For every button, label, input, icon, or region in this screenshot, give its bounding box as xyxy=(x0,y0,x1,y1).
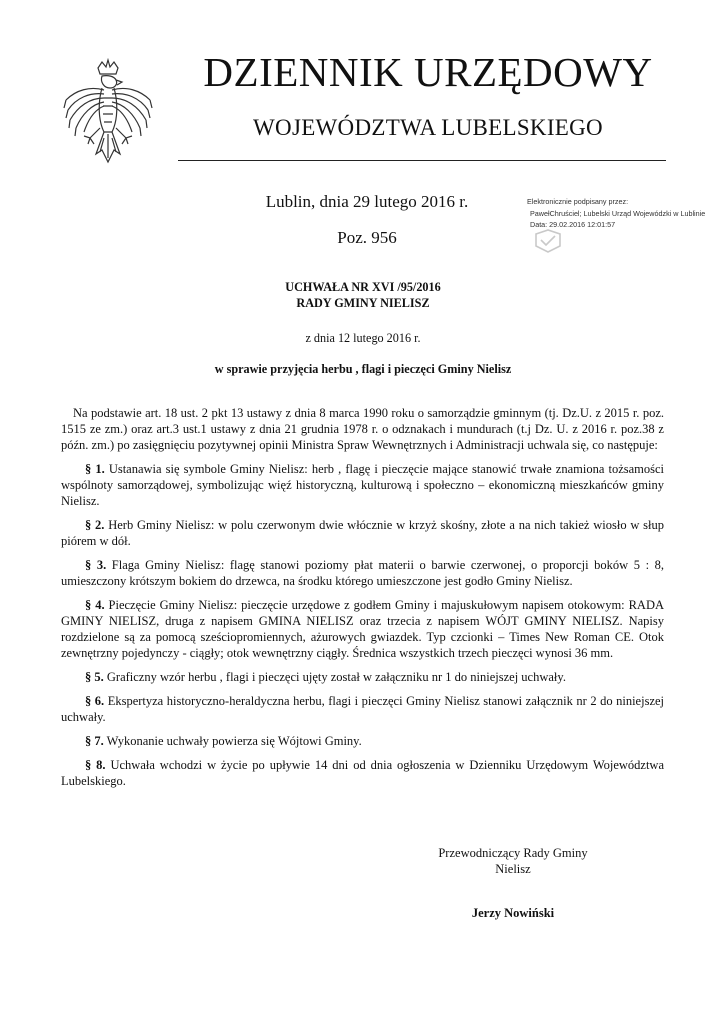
section-text: Graficzny wzór herbu , flagi i pieczęci ujęty został w załączniku nr 1 do niniejszej uchwały. xyxy=(106,670,566,684)
section-text: Flaga Gminy Nielisz: flagę stanowi poziomy płat materii o barwie czerwonej, o proporcji boków 5 : 8, umieszczony krótszym bokiem do drzewca, na środku którego umieszczone jest godło Gminy Nielisz. xyxy=(61,558,665,588)
journal-subtitle: WOJEWÓDZTWA LUBELSKIEGO xyxy=(253,115,603,140)
section-6 xyxy=(61,693,664,725)
section-2 xyxy=(61,517,664,549)
signature-label: Elektronicznie podpisany przez: xyxy=(527,197,629,206)
resolution-title xyxy=(180,279,546,311)
position-number: Poz. 956 xyxy=(337,228,397,247)
journal-title: DZIENNIK URZĘDOWY xyxy=(203,49,653,95)
polish-eagle-icon xyxy=(60,58,156,166)
section-3 xyxy=(61,557,664,589)
section-number: § 5. xyxy=(85,670,104,684)
section-number: § 2. xyxy=(85,518,105,532)
electronic-signature[interactable] xyxy=(525,196,715,258)
section-text: Pieczęcie Gminy Nielisz: pieczęcie urzędowe z godłem Gminy i majuskułowym napisem otokowym: RADA GMINY NIELISZ, druga z napisem GMINA NIELISZ oraz trzecia z napisem WÓJT GMINY NIELISZ. Napisy rozdzielone są za pomocą sześciopromiennych, ażurowych gwiazdek. Typ czcionki – Times New Roman CE. Otok zewnętrzny pojedynczy - ciągły; otok wewnętrzny ciągły. Średnica wszystkich trzech pieczęci wynosi 36 mm. xyxy=(61,598,665,660)
resolution-number: UCHWAŁA NR XVI /95/2016 xyxy=(285,280,441,294)
signature-signer: PawełChruściel; Lubelski Urząd Wojewódzki w Lublinie xyxy=(530,209,706,218)
signature-date: Data: 29.02.2016 12:01:57 xyxy=(530,220,616,229)
signatory-role-line1: Przewodniczący Rady Gminy xyxy=(438,846,588,860)
section-text: Herb Gminy Nielisz: w polu czerwonym dwie włócznie w krzyż skośny, złote a na nich takież wiosło w słup piórem w dół. xyxy=(61,518,665,548)
section-1 xyxy=(61,461,664,509)
section-text: Ekspertyza historyczno-heraldyczna herbu, flagi i pieczęci Gminy Nielisz stanowi załącznik nr 2 do niniejszej uchwały. xyxy=(61,694,665,724)
publication-date: Lublin, dnia 29 lutego 2016 r. xyxy=(265,192,469,211)
signer-name: Jerzy Nowiński xyxy=(471,906,555,920)
section-number: § 4. xyxy=(85,598,105,612)
signatory-role-line2: Nielisz xyxy=(495,862,531,876)
signatory-role xyxy=(418,845,608,877)
resolution-council: RADY GMINY NIELISZ xyxy=(296,296,430,310)
section-number: § 8. xyxy=(85,758,106,772)
resolution-date: z dnia 12 lutego 2016 r. xyxy=(305,331,421,345)
masthead-divider xyxy=(178,160,666,161)
resolution-subject: w sprawie przyjęcia herbu , flagi i pieczęci Gminy Nielisz xyxy=(214,362,512,376)
section-text: Uchwała wchodzi w życie po upływie 14 dni od dnia ogłoszenia w Dzienniku Urzędowym Województwa Lubelskiego. xyxy=(61,758,665,788)
section-5 xyxy=(61,669,664,685)
section-number: § 1. xyxy=(85,462,105,476)
section-7 xyxy=(61,733,664,749)
section-8 xyxy=(61,757,664,789)
section-text: Ustanawia się symbole Gminy Nielisz: herb , flagę i pieczęcie mające stanowić trwałe znamiona tożsamości wspólnoty samorządowej, symbolizując więź historyczną, kulturową i społeczno – ekonomiczną mieszkańców gminy Nielisz. xyxy=(61,462,665,508)
section-number: § 7. xyxy=(85,734,104,748)
section-4 xyxy=(61,597,664,661)
section-number: § 3. xyxy=(85,558,107,572)
section-number: § 6. xyxy=(85,694,105,708)
section-text: Wykonanie uchwały powierza się Wójtowi Gminy. xyxy=(106,734,362,748)
preamble: Na podstawie art. 18 ust. 2 pkt 13 ustawy z dnia 8 marca 1990 roku o samorządzie gminnym (tj. Dz.U. z 2015 r. poz. 1515 ze zm.) oraz art.3 ust.1 ustawy z dnia 21 grudnia 1978 r. o odznakach i mundurach (t.j Dz. U. z 2016 r. poz.38 z późn. zm.) po zasięgnięciu pozytywnej opinii Ministra Spraw Wewnętrznych i Administracji uchwala się, co następuje: xyxy=(61,406,664,452)
resolution-body xyxy=(61,405,664,797)
signature-check-icon xyxy=(533,228,563,254)
